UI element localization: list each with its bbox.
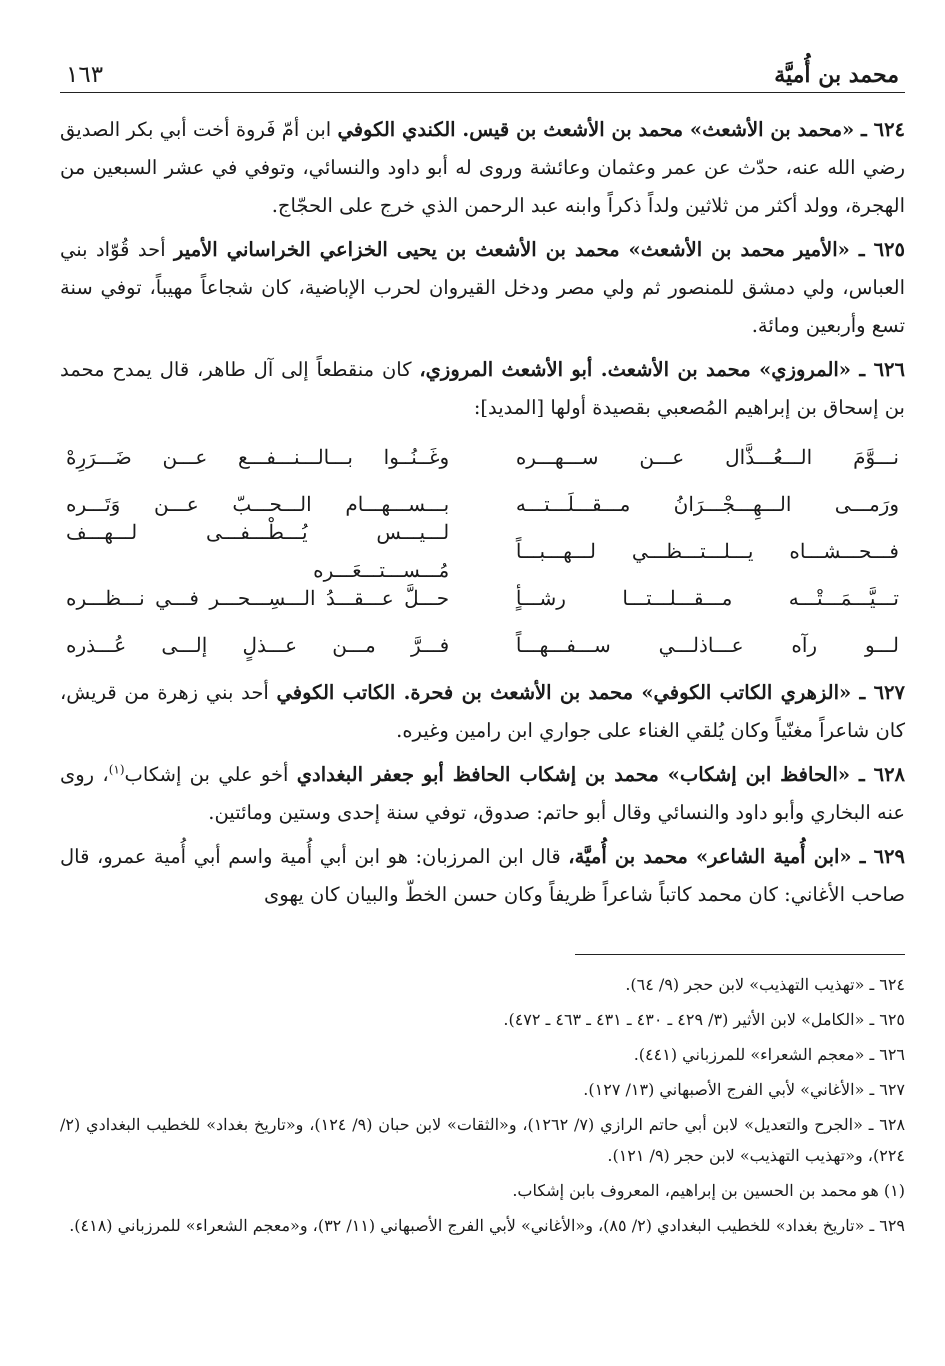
poem-verse xyxy=(66,433,899,480)
footnote-marker[interactable]: (١) xyxy=(108,762,125,777)
entry-heading: ٦٢٨ ـ «الحافظ ابن إشكاب» محمد بن إشكاب الحافظ أبو جعفر البغدادي xyxy=(296,763,906,786)
footnote: ٦٢٤ ـ «تهذيب التهذيب» لابن حجر (٩/ ٦٤). xyxy=(625,975,905,994)
verse-second-hemistich: لـــيـــس يُـــطْـــفـــى لـــهـــف مُـــســـتـــعَـــره xyxy=(66,519,450,582)
verse-first-hemistich: فـــحـــشـــاه يـــلـــتـــظـــي لـــهـــبـــاً xyxy=(515,538,899,563)
entry-text: أحد قُوّاد بني العباس، ولي دمشق للمنصور ثم ولي مصر ودخل القيروان لحرب الإباضية، كان شجاعاً مهيباً، توفي سنة تسع وأربعين ومائة. xyxy=(60,238,905,337)
entry-628 xyxy=(60,756,905,832)
entry-text: كان منقطعاً إلى آل طاهر، قال يمدح محمد بن إسحاق بن إبراهيم المُصعبي بقصيدة أولها [المديد]: xyxy=(60,358,905,419)
entry-text: أخو علي بن إشكاب xyxy=(124,763,297,786)
verse-second-hemistich: بـــســـهـــام الـــحـــبّ عـــن وَتَـــره xyxy=(66,491,450,516)
footnote-divider xyxy=(575,954,905,955)
entry-heading: ٦٢٧ ـ «الزهري الكاتب الكوفي» محمد بن الأشعث بن فحرة. الكاتب الكوفي xyxy=(276,681,905,704)
entry-heading: ٦٢٩ ـ «ابن أُمية الشاعر» محمد بن أُميَّة، xyxy=(568,845,905,868)
page-number: ١٦٣ xyxy=(66,62,104,88)
verse-first-hemistich: نـــوَّمَ الـــعُـــذَّال عـــن ســـهـــره xyxy=(515,444,899,469)
footnote: ٦٢٧ ـ «الأغاني» لأبي الفرج الأصبهاني (١٣/ ١٢٧). xyxy=(583,1080,905,1099)
verse-second-hemistich: حـــلَّ عـــقـــدُ الـــسِـــحـــر فـــي نـــظـــره xyxy=(66,585,450,610)
entry-626 xyxy=(60,351,905,427)
poem-verse xyxy=(66,519,899,582)
entry-629 xyxy=(60,838,905,914)
entry-heading: ٦٢٥ ـ «الأمير محمد بن الأشعث» محمد بن الأشعث بن يحيى الخزاعي الخراساني الأمير xyxy=(174,238,905,261)
footnote: ٦٢٦ ـ «معجم الشعراء» للمرزباني (٤٤١). xyxy=(633,1045,905,1064)
running-title: محمد بن أُميَّة xyxy=(774,62,899,88)
footnote: ٦٢٨ ـ «الجرح والتعديل» لابن أبي حاتم الرازي (٧/ ١٢٦٢)، و«الثقات» لابن حبان (٩/ ١٢٤)، و«تاريخ بغداد» للخطيب البغدادي (٢/ ٢٢٤)، و«تهذيب التهذيب» لابن حجر (٩/ ١٢١). xyxy=(60,1115,906,1165)
verse-first-hemistich: تـــيَّـــمَـــتْـــه مـــقـــلـــتـــا رشـــأٍ xyxy=(515,585,899,610)
entry-627 xyxy=(60,674,905,750)
entry-624 xyxy=(60,111,905,225)
page-header xyxy=(60,50,905,93)
verse-second-hemistich: وغَــنُــوا بـــالـــنـــفـــع عـــن ضَـــرَرِهْ xyxy=(66,444,450,469)
page-body xyxy=(60,111,905,914)
poem xyxy=(66,433,899,668)
footnotes xyxy=(60,969,905,1241)
entry-text: أحد بني زهرة من قريش، كان شاعراً مغنّياً وكان يُلقي الغناء على جواري ابن رامين وغيره. xyxy=(60,681,905,742)
entry-heading: ٦٢٦ ـ «المروزي» محمد بن الأشعث. أبو الأشعث المروزي، xyxy=(419,358,905,381)
verse-first-hemistich: ورَمـــى الـــهِـــجْـــرَانُ مـــقـــلَـــتـــه xyxy=(515,491,899,516)
poem-verse xyxy=(66,574,899,621)
verse-second-hemistich: فـــرَّ مـــن عـــذلٍ إلـــى عُـــذره xyxy=(66,632,450,657)
footnote: ٦٢٥ ـ «الكامل» لابن الأثير (٣/ ٤٢٩ ـ ٤٣٠ ـ ٤٣١ ـ ٤٦٣ ـ ٤٧٢). xyxy=(503,1010,905,1029)
entry-text: قال ابن المرزبان: هو ابن أبي أُمية واسم أبي أُمية عمرو، قال صاحب الأغاني: كان محمد كاتباً شاعراً ظريفاً وكان حسن الخطّ والبيان كان يهوى xyxy=(60,845,905,906)
verse-first-hemistich: لـــو رآه عـــاذلـــي ســـفـــهـــاً xyxy=(515,632,899,657)
entry-text-continued: ، روى عنه البخاري وأبو داود والنسائي وقال أبو حاتم: صدوق، توفي سنة إحدى وستين ومائتين. xyxy=(60,763,905,824)
entry-625 xyxy=(60,231,905,345)
entry-heading: ٦٢٤ ـ «محمد بن الأشعث» محمد بن الأشعث بن قيس. الكندي الكوفي xyxy=(337,118,906,141)
entry-text: ابن أمّ فَروة أخت أبي بكر الصديق رضي الله عنه، حدّث عن عمر وعثمان وعائشة وروى له أبو داود والنسائي، وتوفي في عشر السبعين من الهجرة، وولد أكثر من ثلاثين ولداً ذكراً وابنه عبد الرحمن الذي خرج على الحجّاج. xyxy=(60,118,905,217)
footnote: (١) هو محمد بن الحسين بن إبراهيم، المعروف بابن إشكاب. xyxy=(512,1181,905,1200)
poem-verse xyxy=(66,621,899,668)
book-page xyxy=(60,50,905,1346)
footnote: ٦٢٩ ـ «تاريخ بغداد» للخطيب البغدادي (٢/ ٨٥)، و«الأغاني» لأبي الفرج الأصبهاني (١١/ ٣٢)، و«معجم الشعراء» للمرزباني (٤١٨). xyxy=(69,1216,905,1235)
